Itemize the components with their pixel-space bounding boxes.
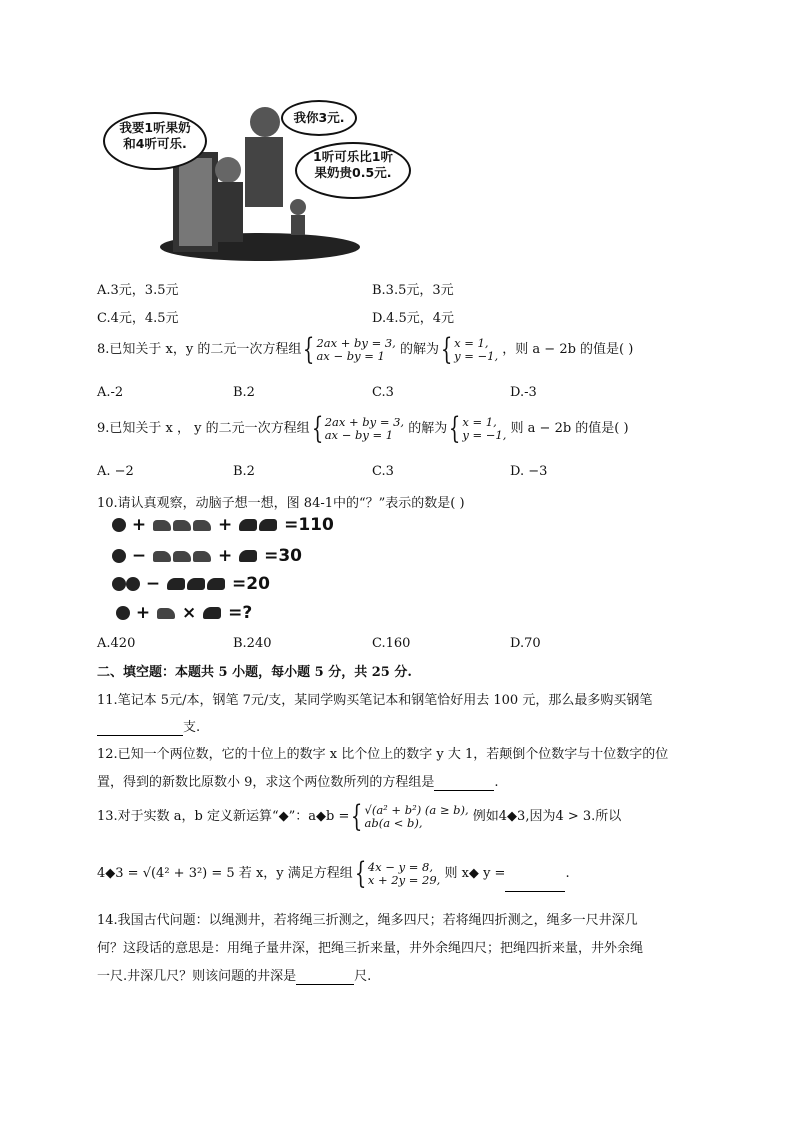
q12-line2-text: 置，得到的新数比原数小 9，求这个两位数所列的方程组是 [97,775,435,790]
q9-prefix: 9.已知关于 x ， y 的二元一次方程组 [97,421,310,436]
q9-sol1: x = 1, [462,414,497,429]
q12-line2 [97,771,499,791]
answer-blank [434,775,494,791]
q13-line2: 4◆3 = √(4² + 3²) = 5 若 x，y 满足方程组{ 4x − y = 8, x + 2y = 29, 则 x◆ y = . [97,855,570,891]
speech-bubble-right [295,142,411,199]
q9-eq1: 2ax + by = 3, [324,414,405,429]
q8-eq2: ax − by = 1 [316,348,385,363]
tool-icon [157,608,175,619]
q9-suffix: 则 a − 2b 的值是( ) [510,421,629,436]
puzzle-row-3 [112,574,270,594]
ball-icon [112,577,126,591]
tool-icon [193,520,211,531]
q13-sys2: x + 2y = 29, [367,872,441,887]
q14-end: 尺. [354,969,372,984]
bubble-left-line1: 我要1听果奶 [119,120,191,135]
shoe-icon [239,550,257,562]
q8-prefix: 8.已知关于 x，y 的二元一次方程组 [97,342,302,357]
section-2-heading: 二、填空题：本题共 5 小题，每小题 5 分，共 25 分. [97,665,412,680]
q14-line2: 何？这段话的意思是：用绳子量井深，把绳三折来量，井外余绳四尺；把绳四折来量，井外余绳 [97,941,644,956]
q10-option-d: D.70 [510,636,541,651]
answer-blank [97,720,183,736]
q8-suffix: ，则 a − 2b 的值是( ) [502,342,634,357]
tool-icon [153,551,171,562]
q10-option-c: C.160 [372,636,411,651]
tool-icon [173,520,191,531]
illustration [95,92,425,262]
q8-option-c: C.3 [372,385,394,400]
q9-option-c: C.3 [372,464,394,479]
shoe-icon [187,578,205,590]
q9-option-a: A. −2 [97,464,134,479]
q9-option-b: B.2 [233,464,255,479]
q11-line2 [97,716,200,736]
q13-end: . [565,866,570,881]
q8-mid: 的解为 [399,342,439,357]
shoe-icon [239,519,257,531]
op: − [131,546,147,566]
q14-line3-text: 一尺.井深几尺？则该问题的井深是 [97,969,297,984]
q7-option-b: B.3.5元，3元 [372,283,454,298]
shoe-icon [167,578,185,590]
q13-suffix: 例如4◆3,因为4 > 3.所以 [472,809,622,824]
ball-icon [116,606,130,620]
puzzle-row-2 [112,546,302,566]
q11-end: 支. [183,720,201,735]
q14-line1: 14.我国古代问题：以绳测井，若将绳三折测之，绳多四尺；若将绳四折测之，绳多一尺井深几 [97,913,638,928]
q8-sol1: x = 1, [454,335,489,350]
q13-line1: 13.对于实数 a，b 定义新运算“◆”：a◆b ={ √(a² + b²) (a ≥ b), ab(a < b), 例如4◆3,因为4 > 3.所以 [97,798,622,834]
puzzle-result: =30 [264,546,303,566]
q13-line2-start: 4◆3 = √(4² + 3²) = 5 若 x，y 满足方程组 [97,866,353,881]
q13-case1: √(a² + b²) (a ≥ b), [364,802,469,817]
shoe-icon [203,607,221,619]
answer-blank [296,969,354,985]
op: × [182,603,197,623]
q12-line1: 12.已知一个两位数，它的十位上的数字 x 比个位上的数字 y 大 1，若颠倒个位数字与十位数字的位 [97,747,669,762]
op: + [131,515,147,535]
shoe-icon [259,519,277,531]
op: + [135,603,151,623]
speech-bubble-left [103,112,207,170]
puzzle-result: =110 [284,515,334,535]
question-8: 8.已知关于 x，y 的二元一次方程组{ 2ax + by = 3, ax − by = 1 的解为{ x = 1, y = −1, ，则 a − 2b 的值是( ) [97,331,634,367]
q10-option-b: B.240 [233,636,272,651]
q13-sys1: 4x − y = 8, [367,859,434,874]
q10-option-a: A.420 [97,636,136,651]
q8-option-a: A.-2 [97,385,124,400]
ball-icon [112,549,126,563]
op: − [145,574,161,594]
shoe-icon [207,578,225,590]
puzzle-row-1 [112,515,334,535]
speech-bubble-top [281,100,357,136]
q13-case2: ab(a < b), [364,815,423,830]
puzzle-row-4 [116,603,252,623]
bubble-right-line2: 果奶贵0.5元. [314,165,392,180]
q13-prefix: 13.对于实数 a，b 定义新运算“◆”：a◆b = [97,809,350,824]
q7-option-d: D.4.5元，4元 [372,311,455,326]
q8-option-b: B.2 [233,385,255,400]
tool-icon [193,551,211,562]
op: + [218,546,233,566]
op: + [218,515,233,535]
q7-option-c: C.4元，4.5元 [97,311,179,326]
q14-line3 [97,965,371,985]
puzzle-result: =? [228,603,253,623]
q9-eq2: ax − by = 1 [324,427,394,442]
tool-icon [173,551,191,562]
question-9: 9.已知关于 x ， y 的二元一次方程组{ 2ax + by = 3, ax − by = 1 的解为{ x = 1, y = −1, 则 a − 2b 的值是( ) [97,410,629,446]
ball-icon [112,518,126,532]
q12-end: . [494,775,499,790]
bubble-right-line1: 1听可乐比1听 [313,149,393,164]
q9-sol2: y = −1, [462,427,507,442]
q13-line2-mid: 则 x◆ y = [444,866,506,881]
bubble-top-text: 我你3元. [293,110,345,125]
q8-sol2: y = −1, [454,348,499,363]
tool-icon [153,520,171,531]
q8-option-d: D.-3 [510,385,537,400]
answer-blank [505,857,565,892]
q8-eq1: 2ax + by = 3, [316,335,396,350]
q9-option-d: D. −3 [510,464,548,479]
q11-line1: 11.笔记本 5元/本，钢笔 7元/支，某同学购买笔记本和钢笔恰好用去 100 元，那么最多购买钢笔 [97,693,653,708]
bubble-left-line2: 和4听可乐. [123,136,187,151]
puzzle-result: =20 [232,574,270,594]
question-10: 10.请认真观察，动脑子想一想，图 84-1中的“？”表示的数是( ) [97,496,465,511]
q7-option-a: A.3元，3.5元 [97,283,179,298]
q9-mid: 的解为 [408,421,448,436]
ball-icon [126,577,140,591]
